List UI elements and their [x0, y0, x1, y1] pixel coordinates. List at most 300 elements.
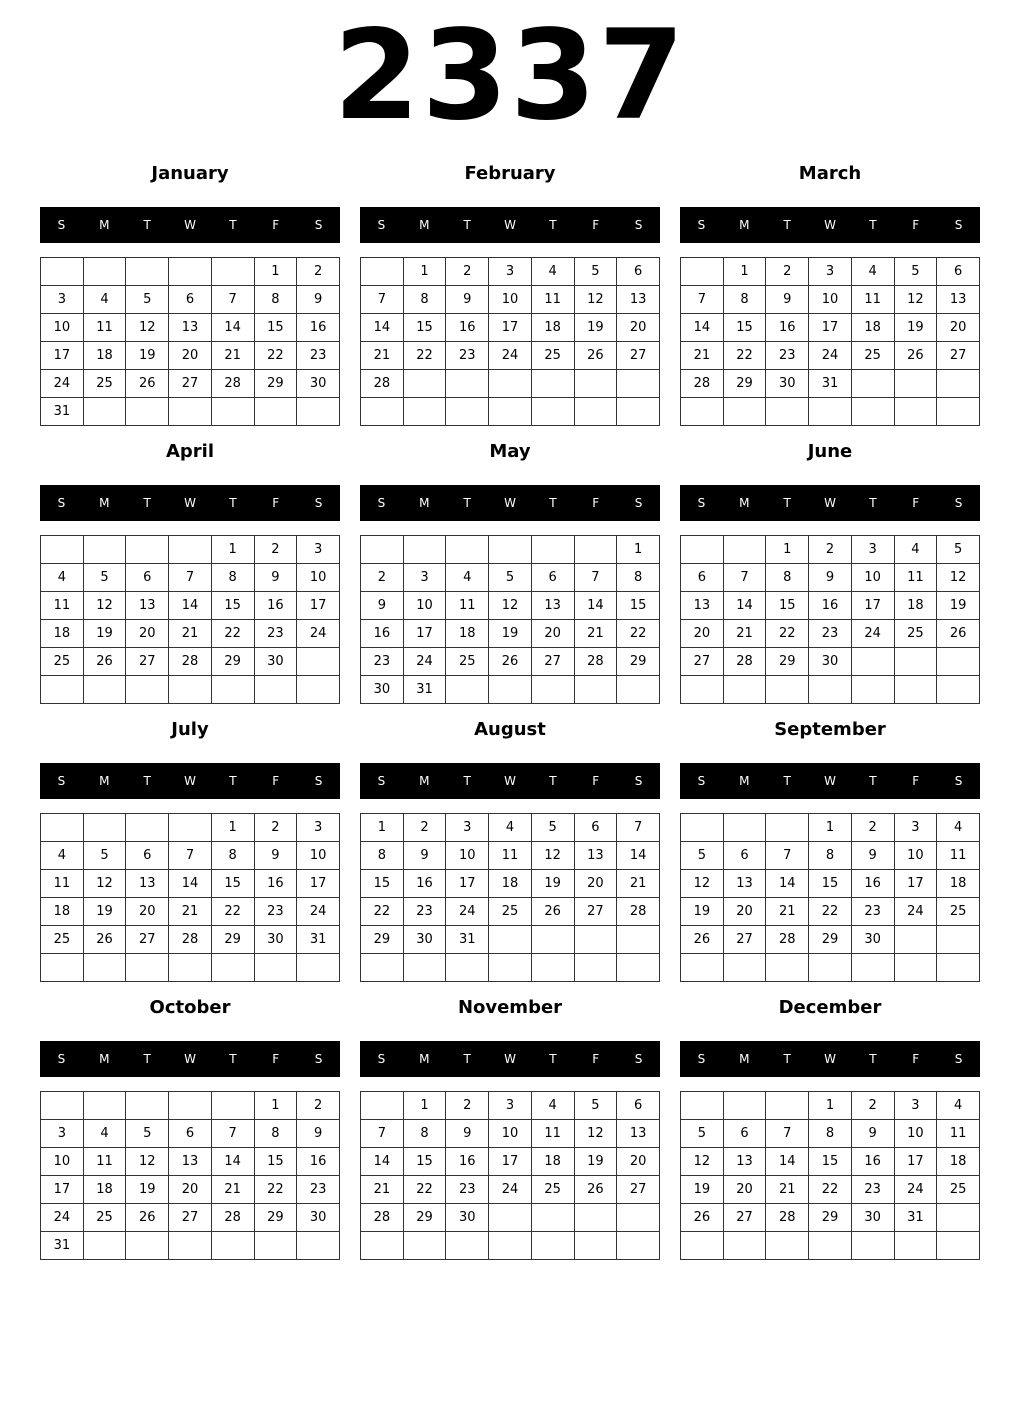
week-row	[361, 954, 660, 982]
day-cell	[169, 258, 212, 286]
day-cell: 3	[809, 258, 852, 286]
day-cell: 3	[403, 564, 446, 592]
day-cell	[361, 536, 404, 564]
weekday-label: S	[377, 218, 386, 232]
day-cell	[574, 398, 617, 426]
day-cell: 27	[126, 648, 169, 676]
day-cell: 1	[211, 536, 254, 564]
day-cell: 28	[617, 898, 660, 926]
day-cell: 21	[211, 1176, 254, 1204]
day-cell: 2	[254, 536, 297, 564]
week-row	[681, 342, 980, 370]
day-cell: 19	[574, 1148, 617, 1176]
day-cell: 16	[851, 1148, 894, 1176]
day-cell	[211, 1232, 254, 1260]
day-cell: 2	[254, 814, 297, 842]
weekday-label: S	[314, 496, 323, 510]
day-cell: 21	[574, 620, 617, 648]
day-cell: 17	[894, 870, 937, 898]
day-cell	[489, 1232, 532, 1260]
day-cell: 26	[83, 648, 126, 676]
day-cell: 24	[809, 342, 852, 370]
day-cell: 26	[83, 926, 126, 954]
weekday-label: S	[377, 774, 386, 788]
weekday-label: F	[592, 218, 600, 232]
day-cell: 11	[894, 564, 937, 592]
day-cell: 20	[574, 870, 617, 898]
day-cell	[169, 814, 212, 842]
week-row	[41, 1092, 340, 1120]
day-cell: 12	[574, 286, 617, 314]
day-cell: 29	[766, 648, 809, 676]
day-cell: 8	[766, 564, 809, 592]
day-cell: 1	[254, 1092, 297, 1120]
day-cell	[403, 954, 446, 982]
day-cell: 31	[446, 926, 489, 954]
day-cell: 8	[403, 1120, 446, 1148]
day-cell: 27	[531, 648, 574, 676]
weekday-label: S	[697, 218, 706, 232]
day-grid	[680, 535, 980, 704]
day-cell	[766, 1232, 809, 1260]
day-cell: 21	[723, 620, 766, 648]
week-row	[681, 592, 980, 620]
day-cell: 19	[937, 592, 980, 620]
week-row	[361, 620, 660, 648]
day-cell: 18	[41, 898, 84, 926]
weekday-label: S	[634, 774, 643, 788]
day-cell: 7	[723, 564, 766, 592]
day-cell: 21	[681, 342, 724, 370]
day-cell: 24	[297, 898, 340, 926]
week-row	[681, 870, 980, 898]
day-cell: 26	[681, 1204, 724, 1232]
day-cell: 11	[83, 314, 126, 342]
day-cell: 6	[723, 1120, 766, 1148]
day-grid	[360, 1091, 660, 1260]
week-row	[681, 1148, 980, 1176]
day-cell: 17	[851, 592, 894, 620]
day-cell: 20	[937, 314, 980, 342]
weekday-label: T	[549, 1052, 557, 1066]
day-cell: 15	[617, 592, 660, 620]
day-cell	[531, 1232, 574, 1260]
day-cell: 2	[766, 258, 809, 286]
day-cell: 9	[254, 564, 297, 592]
week-row	[41, 676, 340, 704]
day-cell: 2	[446, 258, 489, 286]
day-cell: 12	[126, 1148, 169, 1176]
day-cell: 28	[766, 926, 809, 954]
day-cell: 8	[254, 286, 297, 314]
day-cell: 27	[937, 342, 980, 370]
weekday-label: S	[634, 496, 643, 510]
day-cell	[681, 1232, 724, 1260]
day-cell	[169, 954, 212, 982]
day-cell	[169, 398, 212, 426]
day-cell: 21	[361, 1176, 404, 1204]
day-cell: 20	[126, 620, 169, 648]
day-cell	[403, 370, 446, 398]
month-name: February	[464, 163, 556, 184]
weekday-label: W	[504, 218, 516, 232]
day-cell: 11	[446, 592, 489, 620]
day-cell: 8	[403, 286, 446, 314]
day-cell: 24	[297, 620, 340, 648]
week-row	[361, 1176, 660, 1204]
day-cell: 12	[681, 1148, 724, 1176]
day-cell: 15	[403, 1148, 446, 1176]
day-cell: 27	[723, 1204, 766, 1232]
week-row	[681, 314, 980, 342]
week-row	[361, 286, 660, 314]
month-name: September	[774, 719, 886, 740]
day-cell	[361, 954, 404, 982]
month-name: March	[798, 163, 862, 184]
day-cell: 3	[297, 814, 340, 842]
week-row	[681, 1204, 980, 1232]
day-cell: 13	[681, 592, 724, 620]
day-cell: 2	[851, 814, 894, 842]
day-cell: 15	[766, 592, 809, 620]
day-cell: 20	[617, 314, 660, 342]
weekday-label: M	[739, 774, 750, 788]
day-cell: 24	[489, 342, 532, 370]
day-cell: 21	[766, 898, 809, 926]
day-cell: 22	[254, 1176, 297, 1204]
day-cell: 17	[809, 314, 852, 342]
weekday-label: M	[99, 774, 110, 788]
day-cell: 11	[531, 1120, 574, 1148]
day-cell: 7	[169, 564, 212, 592]
weekday-header	[40, 485, 340, 521]
day-cell	[126, 676, 169, 704]
day-cell: 9	[446, 1120, 489, 1148]
day-cell: 18	[41, 620, 84, 648]
day-cell: 1	[723, 258, 766, 286]
day-cell: 25	[83, 1204, 126, 1232]
day-cell: 30	[297, 370, 340, 398]
day-cell: 8	[361, 842, 404, 870]
day-cell	[126, 1232, 169, 1260]
weekday-label: S	[697, 1052, 706, 1066]
day-cell: 13	[574, 842, 617, 870]
week-row	[41, 620, 340, 648]
day-cell	[531, 536, 574, 564]
day-cell	[126, 258, 169, 286]
day-cell: 16	[361, 620, 404, 648]
day-cell: 15	[361, 870, 404, 898]
week-row	[681, 1092, 980, 1120]
day-cell: 1	[211, 814, 254, 842]
day-cell: 9	[254, 842, 297, 870]
day-cell	[681, 1092, 724, 1120]
day-cell: 7	[211, 1120, 254, 1148]
day-cell: 22	[403, 342, 446, 370]
day-cell: 20	[681, 620, 724, 648]
day-cell	[809, 1232, 852, 1260]
day-cell	[937, 370, 980, 398]
day-cell	[894, 1232, 937, 1260]
day-grid	[40, 1091, 340, 1260]
day-cell	[681, 398, 724, 426]
weekday-label: S	[697, 496, 706, 510]
week-row	[361, 842, 660, 870]
day-cell	[83, 398, 126, 426]
day-cell: 28	[169, 926, 212, 954]
day-cell: 5	[126, 286, 169, 314]
week-row	[361, 676, 660, 704]
day-cell: 17	[489, 314, 532, 342]
day-cell	[894, 370, 937, 398]
day-cell: 10	[809, 286, 852, 314]
month-name: May	[489, 441, 531, 462]
day-cell: 10	[489, 286, 532, 314]
day-cell	[851, 398, 894, 426]
week-row	[41, 1176, 340, 1204]
day-cell	[446, 370, 489, 398]
weekday-label: W	[504, 1052, 516, 1066]
week-row	[361, 898, 660, 926]
day-cell	[766, 1092, 809, 1120]
day-cell: 29	[361, 926, 404, 954]
day-cell: 24	[446, 898, 489, 926]
day-cell: 4	[531, 1092, 574, 1120]
day-cell	[446, 398, 489, 426]
day-cell	[937, 648, 980, 676]
day-cell: 8	[809, 1120, 852, 1148]
day-cell	[937, 954, 980, 982]
day-cell	[211, 398, 254, 426]
day-cell: 6	[126, 564, 169, 592]
day-cell: 19	[83, 620, 126, 648]
day-cell	[446, 536, 489, 564]
weekday-label: S	[954, 774, 963, 788]
day-cell: 6	[681, 564, 724, 592]
day-cell: 9	[403, 842, 446, 870]
week-row	[681, 814, 980, 842]
weekday-label: W	[184, 218, 196, 232]
day-cell: 2	[809, 536, 852, 564]
week-row	[41, 842, 340, 870]
day-cell	[361, 258, 404, 286]
week-row	[681, 620, 980, 648]
day-cell: 6	[574, 814, 617, 842]
day-cell: 21	[211, 342, 254, 370]
day-cell: 18	[83, 1176, 126, 1204]
day-cell: 22	[809, 1176, 852, 1204]
day-cell: 1	[403, 258, 446, 286]
day-cell	[126, 1092, 169, 1120]
day-cell	[126, 954, 169, 982]
week-row	[41, 648, 340, 676]
weekday-label: F	[912, 218, 920, 232]
day-cell: 26	[937, 620, 980, 648]
day-cell	[41, 814, 84, 842]
month-name: November	[457, 997, 563, 1018]
weekday-label: T	[463, 218, 471, 232]
day-cell: 25	[489, 898, 532, 926]
day-cell: 1	[809, 1092, 852, 1120]
day-cell: 27	[574, 898, 617, 926]
day-cell: 13	[617, 1120, 660, 1148]
day-cell: 15	[254, 1148, 297, 1176]
day-grid	[680, 1091, 980, 1260]
day-cell: 3	[41, 286, 84, 314]
weekday-label: M	[99, 496, 110, 510]
weekday-label: F	[592, 774, 600, 788]
week-row	[361, 1148, 660, 1176]
day-cell: 18	[446, 620, 489, 648]
day-cell: 14	[169, 870, 212, 898]
week-row	[681, 398, 980, 426]
week-row	[41, 1232, 340, 1260]
day-cell: 6	[126, 842, 169, 870]
day-cell: 3	[41, 1120, 84, 1148]
day-cell: 13	[937, 286, 980, 314]
day-cell: 30	[403, 926, 446, 954]
day-cell: 12	[83, 870, 126, 898]
day-cell	[574, 954, 617, 982]
day-cell: 2	[403, 814, 446, 842]
day-cell	[937, 398, 980, 426]
weekday-label: S	[634, 1052, 643, 1066]
weekday-label: T	[869, 218, 877, 232]
day-cell: 19	[126, 1176, 169, 1204]
weekday-label: W	[824, 496, 836, 510]
day-cell: 20	[723, 1176, 766, 1204]
day-cell	[574, 1232, 617, 1260]
day-cell: 20	[169, 1176, 212, 1204]
day-cell: 22	[211, 898, 254, 926]
day-cell: 14	[361, 1148, 404, 1176]
day-cell: 14	[211, 1148, 254, 1176]
day-cell	[723, 676, 766, 704]
day-cell	[574, 536, 617, 564]
day-cell: 19	[489, 620, 532, 648]
month-name: December	[778, 997, 882, 1018]
day-cell: 23	[809, 620, 852, 648]
day-cell: 15	[723, 314, 766, 342]
day-cell: 27	[617, 1176, 660, 1204]
day-cell: 13	[126, 870, 169, 898]
day-cell: 20	[169, 342, 212, 370]
day-cell: 8	[254, 1120, 297, 1148]
day-cell: 7	[617, 814, 660, 842]
day-cell: 16	[851, 870, 894, 898]
week-row	[681, 370, 980, 398]
day-cell: 6	[617, 1092, 660, 1120]
day-cell	[169, 676, 212, 704]
day-cell: 25	[83, 370, 126, 398]
day-cell: 31	[894, 1204, 937, 1232]
day-cell	[361, 1232, 404, 1260]
day-cell: 19	[126, 342, 169, 370]
day-grid	[40, 535, 340, 704]
day-cell: 11	[531, 286, 574, 314]
day-cell: 2	[297, 258, 340, 286]
weekday-header	[40, 763, 340, 799]
weekday-label: S	[314, 218, 323, 232]
week-row	[41, 954, 340, 982]
day-cell: 31	[297, 926, 340, 954]
day-cell: 9	[851, 842, 894, 870]
day-cell: 6	[531, 564, 574, 592]
day-cell: 22	[766, 620, 809, 648]
day-cell: 7	[766, 1120, 809, 1148]
day-cell	[489, 676, 532, 704]
day-cell	[617, 370, 660, 398]
day-cell	[681, 814, 724, 842]
day-cell: 5	[574, 1092, 617, 1120]
weekday-header	[680, 207, 980, 243]
day-cell: 4	[41, 564, 84, 592]
day-cell: 7	[574, 564, 617, 592]
day-cell: 10	[894, 1120, 937, 1148]
day-cell	[574, 676, 617, 704]
day-cell	[254, 1232, 297, 1260]
weekday-header	[680, 763, 980, 799]
day-cell: 18	[851, 314, 894, 342]
day-cell: 4	[41, 842, 84, 870]
month-name: October	[149, 997, 231, 1018]
day-cell: 27	[723, 926, 766, 954]
weekday-label: S	[57, 774, 66, 788]
weekday-label: T	[143, 774, 151, 788]
day-cell: 17	[41, 1176, 84, 1204]
week-row	[41, 342, 340, 370]
day-cell: 14	[361, 314, 404, 342]
day-cell: 30	[446, 1204, 489, 1232]
week-row	[361, 370, 660, 398]
day-cell	[211, 258, 254, 286]
day-cell	[894, 926, 937, 954]
day-cell: 27	[681, 648, 724, 676]
week-row	[361, 258, 660, 286]
day-cell: 13	[169, 314, 212, 342]
week-row	[361, 1204, 660, 1232]
day-cell	[723, 398, 766, 426]
day-cell	[297, 954, 340, 982]
day-grid	[360, 535, 660, 704]
day-cell: 25	[937, 898, 980, 926]
day-cell: 20	[617, 1148, 660, 1176]
weekday-label: M	[419, 1052, 430, 1066]
weekday-label: T	[143, 496, 151, 510]
week-row	[41, 592, 340, 620]
day-cell	[766, 814, 809, 842]
weekday-header	[360, 763, 660, 799]
day-cell: 19	[681, 1176, 724, 1204]
day-cell	[531, 370, 574, 398]
day-cell: 23	[361, 648, 404, 676]
day-cell: 5	[531, 814, 574, 842]
weekday-label: T	[463, 1052, 471, 1066]
day-cell: 24	[403, 648, 446, 676]
week-row	[681, 898, 980, 926]
day-cell: 10	[403, 592, 446, 620]
day-cell	[489, 370, 532, 398]
weekday-label: M	[739, 218, 750, 232]
day-cell: 28	[723, 648, 766, 676]
day-cell: 26	[894, 342, 937, 370]
weekday-label: T	[549, 774, 557, 788]
month-name: July	[171, 719, 209, 740]
weekday-label: T	[463, 496, 471, 510]
day-cell	[894, 954, 937, 982]
day-cell: 12	[489, 592, 532, 620]
day-cell: 22	[211, 620, 254, 648]
